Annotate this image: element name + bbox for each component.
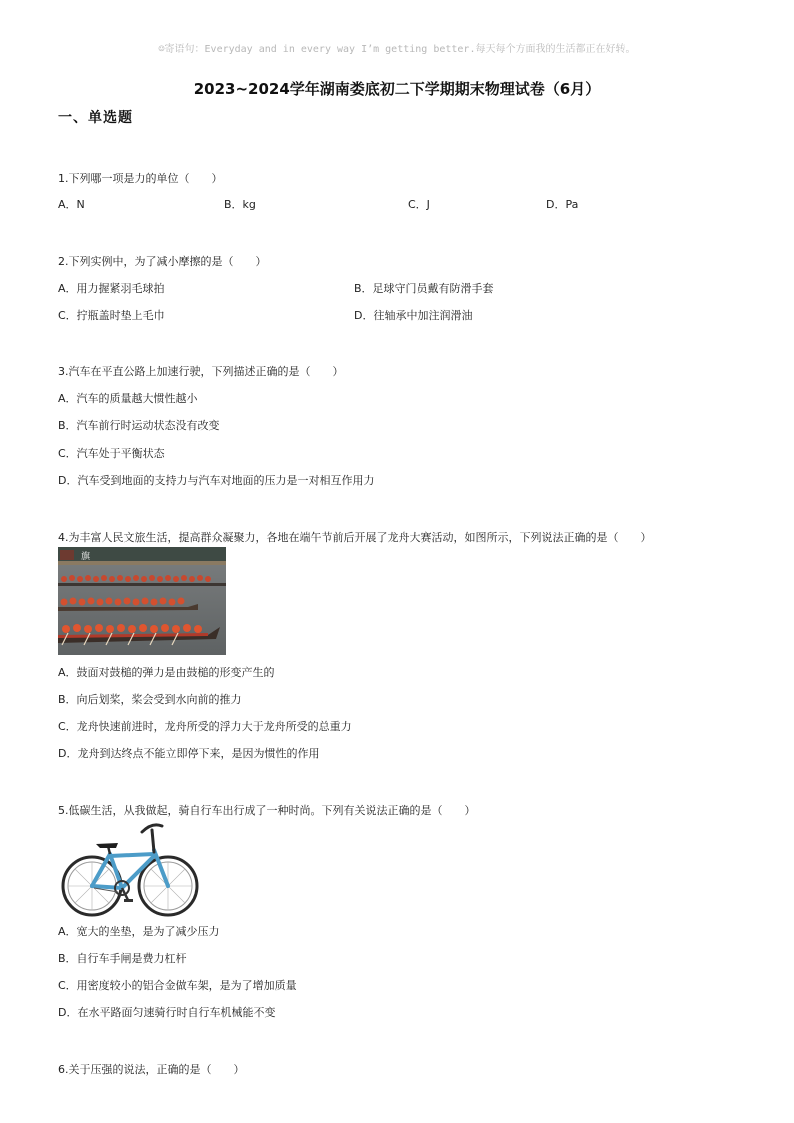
- option-d: D．在水平路面匀速骑行时自行车机械能不变: [58, 1006, 276, 1019]
- option-a: A．宽大的坐垫，是为了减少压力: [58, 925, 220, 938]
- section-heading: 一、单选题: [58, 110, 133, 126]
- page-title: 2023~2024学年湖南娄底初二下学期期末物理试卷（6月）: [193, 80, 601, 98]
- question-stem: 6.关于压强的说法，正确的是（ ）: [58, 1063, 245, 1076]
- question-stem: 5.低碳生活，从我做起，骑自行车出行成了一种时尚。下列有关说法正确的是（ ）: [58, 804, 476, 817]
- option-b: B．向后划桨，桨会受到水向前的推力: [58, 693, 242, 706]
- option-b: B．kg: [224, 198, 256, 211]
- option-c: C．龙舟快速前进时，龙舟所受的浮力大于龙舟所受的总重力: [58, 720, 352, 733]
- bicycle-illustration: [58, 820, 200, 922]
- option-c: C．汽车处于平衡状态: [58, 447, 165, 460]
- header-motto: ☺寄语句：Everyday and in every way I’m getting better.每天每个方面我的生活都正在好转。: [158, 44, 636, 55]
- option-d: D．汽车受到地面的支持力与汽车对地面的压力是一对相互作用力: [58, 474, 375, 487]
- option-d: D．往轴承中加注润滑油: [354, 309, 473, 322]
- option-d: D．Pa: [546, 198, 579, 211]
- option-c: C．用密度较小的铝合金做车架，是为了增加质量: [58, 979, 297, 992]
- option-b: B．汽车前行时运动状态没有改变: [58, 419, 220, 432]
- question-stem: 3.汽车在平直公路上加速行驶，下列描述正确的是（ ）: [58, 365, 344, 378]
- option-c: C．J: [408, 198, 430, 211]
- option-a: A．N: [58, 198, 85, 211]
- option-b: B．足球守门员戴有防滑手套: [354, 282, 494, 295]
- option-a: A．汽车的质量越大惯性越小: [58, 392, 198, 405]
- option-a: A．鼓面对鼓槌的弹力是由鼓槌的形变产生的: [58, 666, 275, 679]
- option-d: D．龙舟到达终点不能立即停下来，是因为惯性的作用: [58, 747, 320, 760]
- option-a: A．用力握紧羽毛球拍: [58, 282, 165, 295]
- banner-text: 旗: [81, 552, 91, 562]
- dragon-boat-photo: [58, 547, 226, 659]
- option-c: C．拧瓶盖时垫上毛巾: [58, 309, 165, 322]
- option-b: B．自行车手闸是费力杠杆: [58, 952, 187, 965]
- question-stem: 1.下列哪一项是力的单位（ ）: [58, 172, 223, 185]
- question-stem: 4.为丰富人民文旅生活，提高群众凝聚力，各地在端午节前后开展了龙舟大赛活动，如图所示，下列说法正确的是（ ）: [58, 531, 652, 544]
- question-stem: 2.下列实例中，为了减小摩擦的是（ ）: [58, 255, 267, 268]
